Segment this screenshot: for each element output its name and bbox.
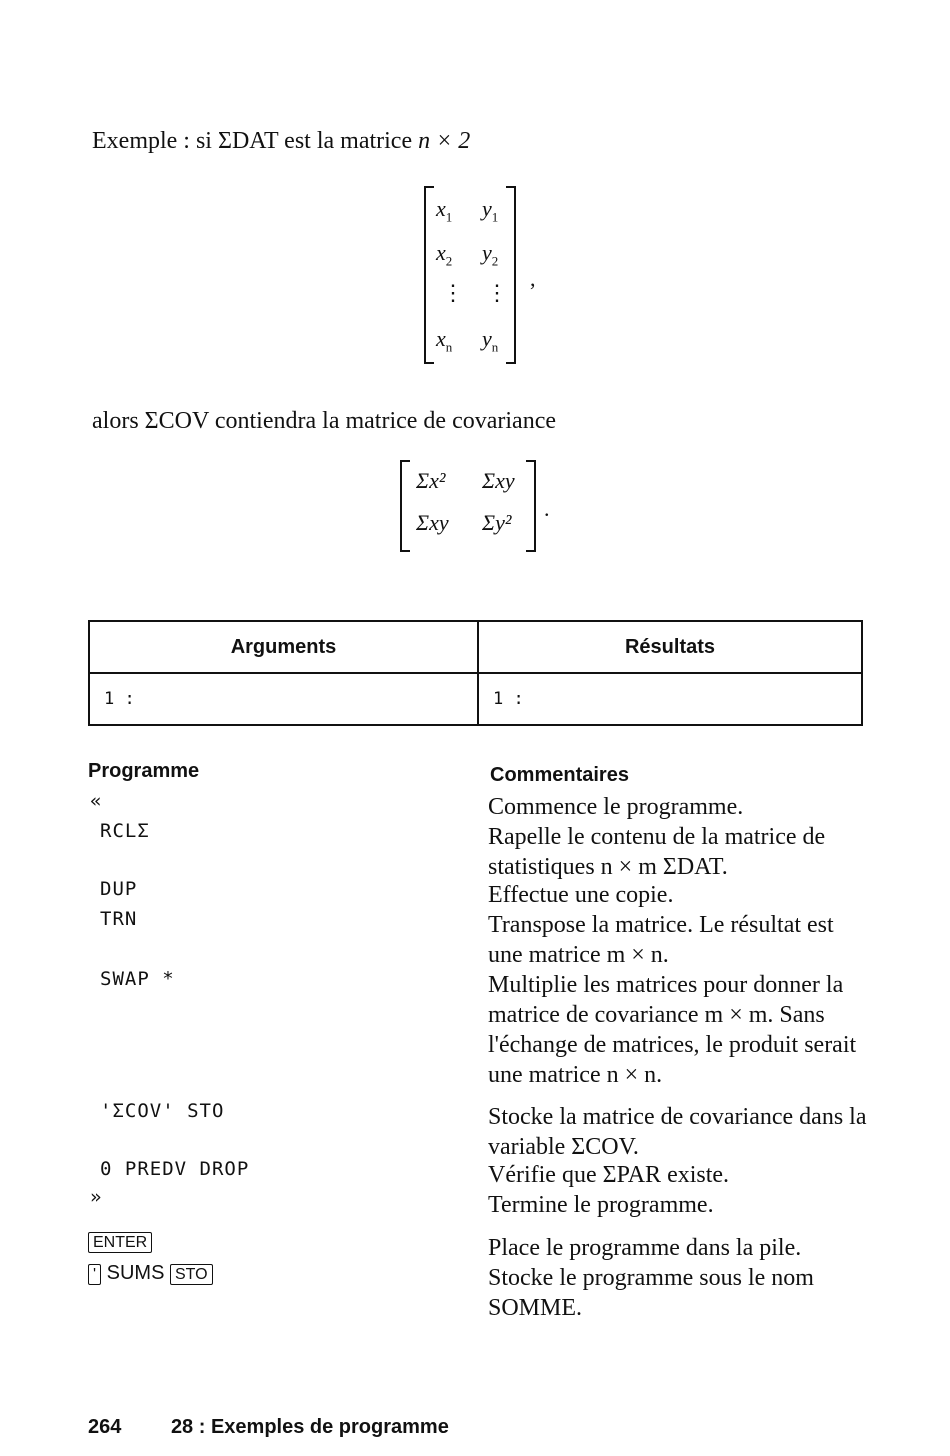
program-line: RCLΣ	[100, 820, 150, 842]
matrix-period: .	[544, 496, 550, 521]
chapter-title: 28 : Exemples de programme	[170, 1416, 449, 1438]
program-line: 'ΣCOV' STO	[100, 1100, 225, 1122]
comment: Stocke le programme sous le nom SOMME.	[488, 1265, 814, 1321]
sto-key: STO	[170, 1264, 213, 1285]
program-line: «	[90, 790, 103, 812]
comment: Commence le programme.	[488, 794, 744, 820]
program-line: TRN	[100, 908, 138, 930]
matrix-xy	[420, 182, 520, 364]
matrix-cell: Σx²	[416, 468, 446, 493]
matrix-comma: ,	[530, 266, 536, 291]
quote-key: '	[88, 1264, 101, 1285]
intro-line-2: alors ΣCOV contiendra la matrice de covariance	[92, 408, 556, 434]
matrix-cell: $x_n$	[436, 326, 453, 355]
matrix-cell: $x_1$	[436, 196, 453, 225]
table-header-arguments: Arguments	[89, 621, 478, 673]
matrix-cell: $y_1$	[482, 196, 499, 225]
matrix-cell: Σxy	[482, 468, 515, 493]
table-cell-argument: 1 :	[89, 673, 478, 725]
matrix-cell: Σy²	[482, 510, 512, 535]
comment: Stocke la matrice de covariance dans la variable ΣCOV.	[488, 1104, 867, 1160]
program-line: DUP	[100, 878, 138, 900]
comment: Termine le programme.	[488, 1192, 714, 1218]
store-keystrokes	[88, 1262, 213, 1285]
program-line: »	[90, 1186, 103, 1208]
comment: Rapelle le contenu de la matrice de statistiques n × m ΣDAT.	[488, 824, 826, 880]
sums-label: SUMS	[106, 1262, 165, 1284]
comment: Place le programme dans la pile.	[488, 1235, 802, 1261]
table-cell-result: 1 :	[478, 673, 862, 725]
program-heading: Programme	[88, 760, 200, 782]
page-footer	[88, 1416, 449, 1439]
page-number: 264	[88, 1416, 122, 1438]
matrix-dots: ⋮	[442, 280, 464, 305]
comment: Effectue une copie.	[488, 882, 674, 908]
matrix-cell: $y_2$	[482, 240, 499, 269]
table-header-results: Résultats	[478, 621, 862, 673]
arguments-results-table	[88, 620, 863, 726]
matrix-dots: ⋮	[486, 280, 508, 305]
intro-line-1: Exemple : si ΣDAT est la matrice n × 2	[92, 128, 471, 154]
matrix-right-bracket	[526, 460, 536, 552]
matrix-right-bracket	[506, 186, 516, 364]
enter-key: ENTER	[88, 1232, 152, 1253]
program-line: 0 PREDV DROP	[100, 1158, 250, 1180]
comment: Vérifie que ΣPAR existe.	[488, 1162, 730, 1188]
covariance-matrix	[396, 458, 546, 552]
comments-heading: Commentaires	[490, 764, 629, 786]
matrix-left-bracket	[400, 460, 410, 552]
comment: Transpose la matrice. Le résultat est une matrice m × n.	[488, 912, 834, 968]
program-line: SWAP *	[100, 968, 175, 990]
matrix-cell: $x_2$	[436, 240, 453, 269]
matrix-cell: $y_n$	[482, 326, 499, 355]
matrix-left-bracket	[424, 186, 434, 364]
comment: Multiplie les matrices pour donner la matrice de covariance m × m. Sans l'échange de matrices, le produit serait une matrice n × n.	[488, 972, 857, 1088]
matrix-cell: Σxy	[416, 510, 449, 535]
intro-math: n × 2	[418, 128, 471, 154]
